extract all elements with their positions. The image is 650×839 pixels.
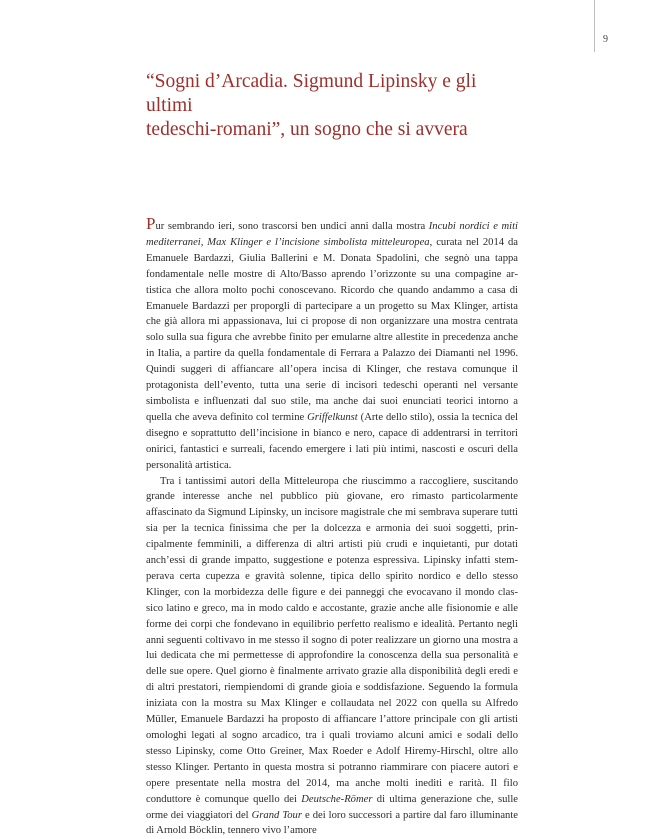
paragraph xyxy=(146,214,518,474)
paragraph-text: di ultima generazione che, sulle orme dei viaggiatori del xyxy=(146,793,518,821)
chapter-title-line-2: tedeschi-romani”, un sogno che si avvera xyxy=(146,119,468,140)
header-rule xyxy=(594,0,595,52)
paragraph-text: e dei loro successori a partire dal faro illuminante di Arnold Böcklin, tennero vivo l’amore xyxy=(146,809,519,837)
italic-title-text: Deutsche-Römer xyxy=(301,793,373,805)
paragraph xyxy=(146,474,518,839)
drop-cap: P xyxy=(146,214,156,233)
chapter-title xyxy=(146,70,526,142)
italic-title-text: Incubi nordici e miti mediterranei, Max Klinger e l’incisione simbolista mitteleuropea xyxy=(146,221,518,248)
italic-title-text: Griffelkunst xyxy=(307,411,358,423)
paragraph-text: ur sembrando ieri, sono trascorsi ben undici anni dalla mostra xyxy=(155,221,429,232)
chapter-title-line-1: “Sogni d’Arcadia. Sigmund Lipinsky e gli ultimi xyxy=(146,71,477,116)
italic-title-text: Grand Tour xyxy=(251,809,302,821)
paragraph-text: , curata nel 2014 da Emanuele Bardazzi, Giulia Ballerini e M. Donata Spadolini, che segnò una tappa fondamentale nelle mostre di Alto/Basso aprendo l’orizzonte su una compagine artistica che allora molto pochi conoscevano. Ricordo che quando andammo a casa di Emanuele Bardazzi per proporgli di partecipare a un progetto su Max Klinger, artista che già allora mi appassionava, lui ci propose di non organizzare una mostra centrata solo sulla sua figura che avrebbe finito per emularne altre allestite in precedenza anche in Italia, a partire da quella fondamentale di Ferrara a Palazzo dei Diamanti nel 1996. Quindi suggerì di affiancare all’opera incisa di Klinger, che restava comunque il protagonista dell’evento, tutta una serie di incisori tedeschi operanti nel versante simbolista e influenzati dal suo stile, ma anche dai suoi enunciati teorici intorno a quella che aveva definito col termine xyxy=(146,236,518,423)
page-number: 9 xyxy=(603,34,608,45)
paragraph-text: (Arte dello stilo), ossia la tecnica del disegno e soprattutto dell’incisione in bianco e nero, capace di addentrarsi in territori onirici, fantastici e surreali, facendo emergere i lati più intimi, nascosti e oscuri della personalità artistica. xyxy=(146,411,518,471)
body-text xyxy=(146,214,519,839)
paragraph-text: Tra i tantissimi autori della Mitteleuropa che riuscimmo a raccogliere, suscitando grande interesse anche nel pubblico più giovane, ero rimasto particolarmente affascinato da Sigmund Lipinsky, un incisore magistrale che mi sembrava superare tutti sia per la tecnica finissima che per la dolcezza e armonia dei suoi soggetti, principalmente femminili, a differenza di altri artisti più crudi e inquietanti, pur dotati anch’essi di grande impatto, suggestione e potenza espressiva. Lipinsky infatti stemperava certa cupezza e gravità solenne, tipica dello spirito nordico e dello stesso Klinger, con la morbidezza delle figure e dei panneggi che evocavano il mondo classico latino e greco, ma in modo caldo e accostante, grazie anche alle fisionomie e alle forme dei corpi che fondevano in equilibrio perfetto realismo e idealità. Pertanto negli anni seguenti coltivavo in me stesso il sogno di poter realizzare un giorno una mostra a lui dedicata che mi permettesse di approfondire la conoscenza della sua personalità e delle sue opere. Quel giorno è finalmente arrivato grazie alla disponibilità degli eredi e di altri prestatori, riempiendomi di grande gioia e soddisfazione. Seguendo la formula iniziata con la mostra su Max Klinger e collaudata nel 2022 con quella su Alfredo Müller, Emanuele Bardazzi ha proposto di affiancare l’attore principale con gli artisti omologhi legati al sogno arcadico, tra i quali troviamo alcuni amici e sodali dello stesso Lipinsky, come Otto Greiner, Max Roeder e Adolf Hiremy-Hirschl, oltre allo stesso Klinger. Pertanto in questa mostra si potranno riammirare con piacere autori e opere presentate nella mostra del 2014, ma anche molti inediti e rarità. Il filo conduttore è comunque quello dei xyxy=(146,475,518,805)
